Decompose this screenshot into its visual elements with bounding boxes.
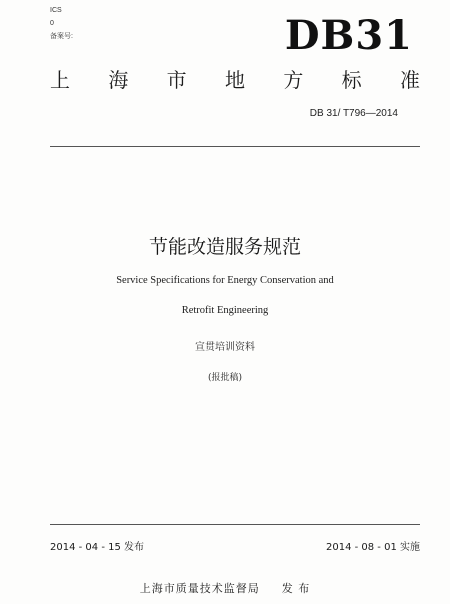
- issuer-action: 发 布: [281, 582, 311, 595]
- standard-type-char: 准: [399, 68, 420, 92]
- ics-label: ICS: [50, 7, 62, 14]
- standard-type-char: 海: [108, 68, 129, 92]
- issuer-name: 上海市质量技术监督局: [139, 582, 260, 595]
- standard-type-char: 地: [224, 68, 245, 92]
- standard-number: DB 31/ T796—2014: [309, 108, 398, 119]
- standard-type-char: 标: [341, 68, 362, 92]
- standard-type-char: 市: [166, 68, 187, 92]
- implementation-date: 2014 - 08 - 01 实施: [325, 542, 420, 553]
- standard-type-char: 上: [50, 68, 70, 92]
- filing-number-label: 备案号:: [50, 33, 73, 40]
- ics-value: 0: [50, 20, 54, 27]
- training-material-note: 宣贯培训资料: [195, 342, 255, 353]
- footer-divider: [50, 524, 420, 525]
- standard-type-heading: [50, 70, 420, 90]
- issue-date: 2014 - 04 - 15 发布: [50, 542, 145, 553]
- standard-type-char: 方: [283, 68, 304, 92]
- document-title-chinese: 节能改造服务规范: [148, 236, 301, 258]
- header-divider: [50, 146, 420, 147]
- draft-status-note: (报批稿): [207, 373, 243, 383]
- document-title-english-line1: Service Specifications for Energy Conservation and: [116, 275, 334, 286]
- standard-code: DB31: [284, 12, 413, 59]
- issuing-authority: [0, 580, 450, 596]
- document-title-english-line2: Retrofit Engineering: [181, 305, 269, 316]
